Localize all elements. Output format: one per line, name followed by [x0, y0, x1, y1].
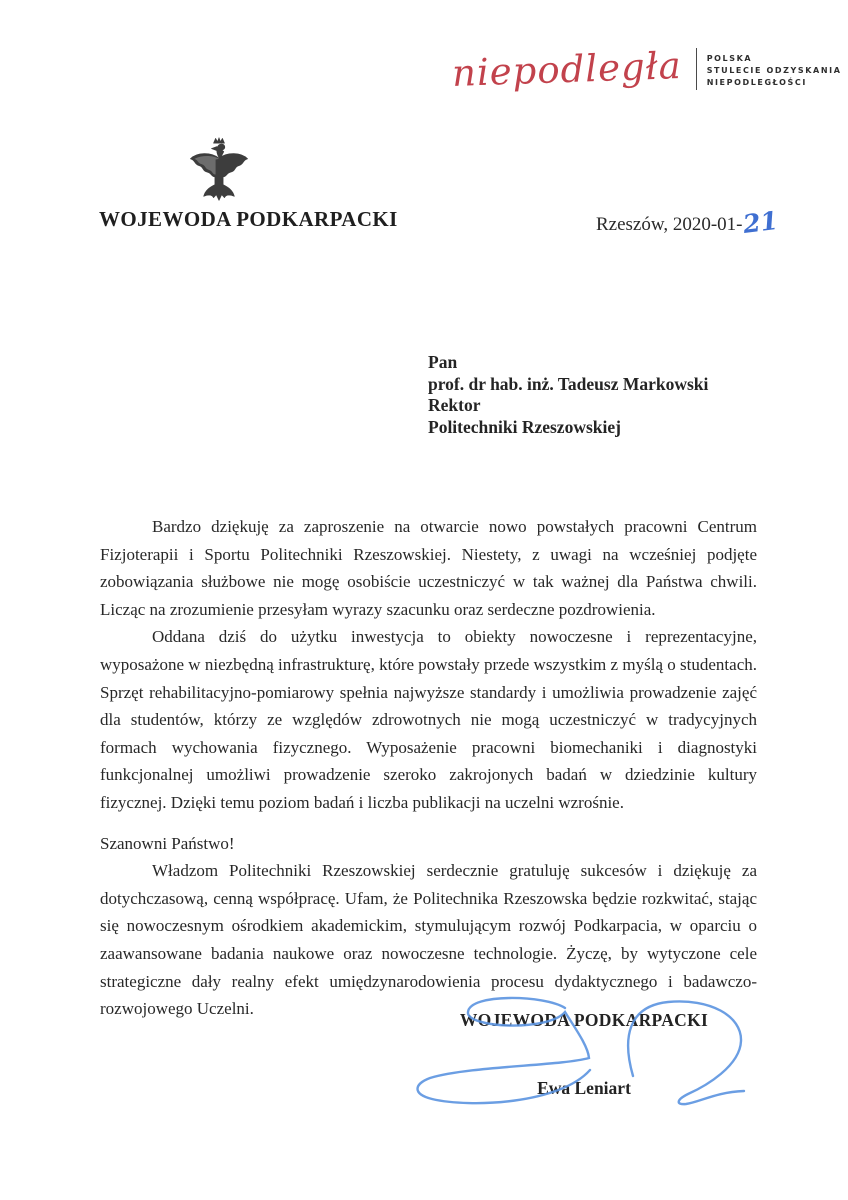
tagline-line-2: STULECIE ODZYSKANIA: [706, 65, 842, 75]
recipient-name: prof. dr hab. inż. Tadeusz Markowski: [428, 373, 709, 394]
tagline-line-1: POLSKA: [706, 53, 753, 63]
paragraph-1: Bardzo dziękuję za zaproszenie na otwarcie nowo powstałych pracowni Centrum Fizjoterapii i Sportu Politechniki Rzeszowskiej. Niestety, z uwagi na wcześniej podjęte zobowiązania służbowe nie mogę osobiście uczestniczyć w tak ważnej dla Państwa chwili. Licząc na zrozumienie przesyłam wyrazy szacunku oraz serdeczne pozdrowienia.: [100, 517, 757, 619]
recipient-salutation: Pan: [428, 352, 458, 372]
sender-title: WOJEWODA PODKARPACKI: [99, 207, 398, 231]
recipient-institution: Politechniki Rzeszowskiej: [428, 416, 621, 437]
paragraph-3: Władzom Politechniki Rzeszowskiej serdecznie gratuluję sukcesów i dziękuję za dotychczasową, cenną współpracę. Ufam, że Politechnika Rzeszowska będzie rozkwitać, stając się nowoczesnym ośrodkiem akademickim, stymulującym rozwój Podkarpacia, w oparciu o zaawansowane badania naukowe oraz nowoczesne technologie. Życzę, by wytyczone cele strategiczne dały realny efekt umiędzynarodowienia procesu dydaktycznego i badawczo-rozwojowego Uczelni.: [100, 861, 757, 1019]
date-printed: Rzeszów, 2020-01-: [596, 214, 743, 235]
niepodlegla-logo: [452, 38, 842, 100]
signature-block: [372, 1010, 796, 1099]
recipient-role: Rektor: [428, 395, 481, 415]
centenary-tagline: [707, 52, 842, 87]
signer-name: Ewa Leniart: [537, 1078, 631, 1098]
polish-eagle-emblem-icon: [183, 137, 255, 212]
salutation-line: Szanowni Państwo!: [100, 833, 235, 853]
niepodlegla-script-wordmark: niepodległa: [451, 43, 683, 95]
place-and-date: [596, 205, 816, 240]
recipient-block: [428, 352, 708, 438]
tagline-line-3: NIEPODLEGŁOŚCI: [706, 77, 807, 87]
logo-divider: [696, 48, 697, 90]
date-handwritten-day: 21: [741, 205, 780, 240]
signer-title: WOJEWODA PODKARPACKI: [459, 1010, 709, 1030]
letter-body: [100, 513, 757, 1023]
paragraph-2: Oddana dziś do użytku inwestycja to obiekty nowoczesne i reprezentacyjne, wyposażone w niezbędną infrastrukturę, które powstały przede wszystkim z myślą o studentach. Sprzęt rehabilitacyjno-pomiarowy spełnia najwyższe standardy i umożliwia prowadzenie zajęć dla studentów, którzy ze względów zdrowotnych nie mogą uczestniczyć w tradycyjnych formach wychowania fizycznego. Wyposażenie pracowni biomechaniki i diagnostyki funkcjonalnej umożliwi prowadzenie szeroko zakrojonych badań w dziedzinie kultury fizycznej. Dzięki temu poziom badań i liczba publikacji na uczelni wzrośnie.: [100, 627, 757, 812]
